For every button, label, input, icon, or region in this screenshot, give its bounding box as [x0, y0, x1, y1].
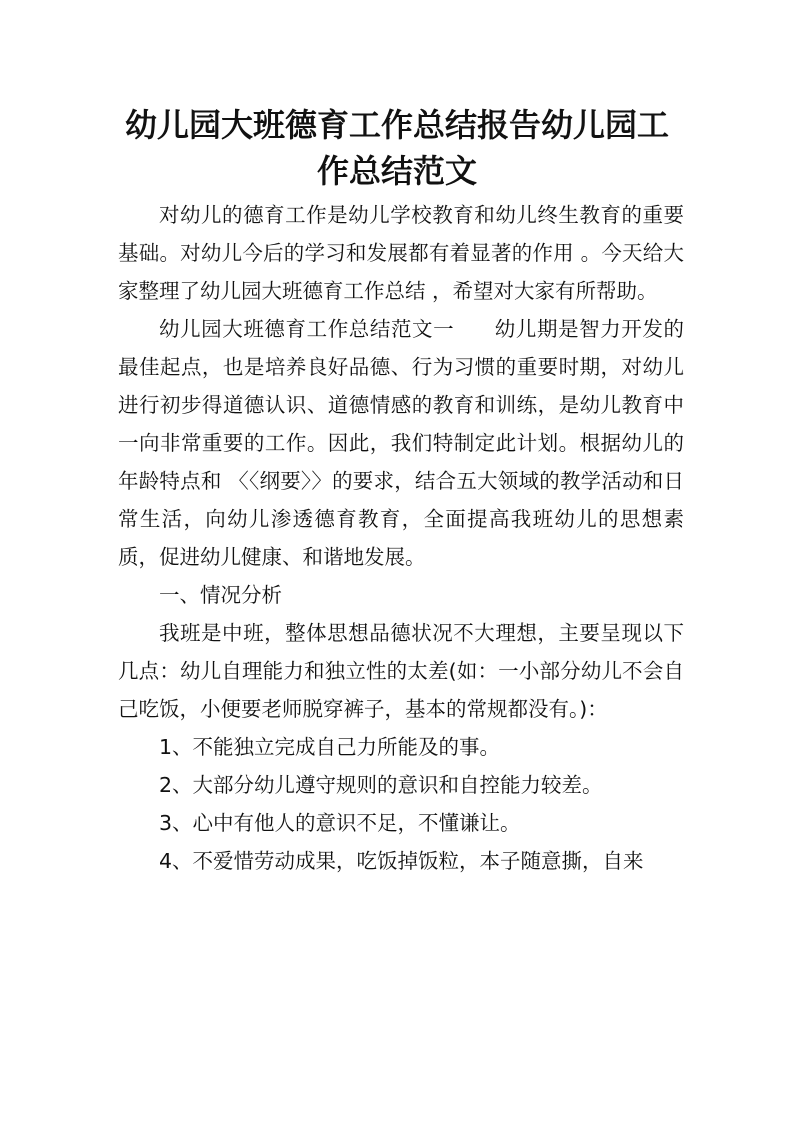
analysis-paragraph: 我班是中班，整体思想品德状况不大理想，主要呈现以下几点：幼儿自理能力和独立性的太差(如：一小部分幼儿不会自己吃饭，小便要老师脱穿裤子，基本的常规都没有。)： — [118, 621, 684, 721]
title-line-2: 作总结范文 — [316, 152, 477, 190]
analysis-heading: 一、情况分析 — [159, 583, 282, 607]
title-line-1: 幼儿园大班德育工作总结报告幼儿园工 — [124, 106, 669, 144]
document-body — [118, 196, 684, 880]
section-paragraph — [118, 310, 684, 576]
list-item: 4、不爱惜劳动成果，吃饭掉饭粒，本子随意撕，自来 — [159, 849, 644, 873]
list-item: 2、大部分幼儿遵守规则的意识和自控能力较差。 — [159, 773, 603, 797]
section-body: 幼儿期是智力开发的最佳起点，也是培养良好品德、行为习惯的重要时期，对幼儿进行初步得道德认识、道德情感的教育和训练，是幼儿教育中一向非常重要的工作。因此，我们特制定此计划。根据幼儿的年龄特点和 〈〈纲要〉〉的要求，结合五大领域的教学活动和日常生活，向幼儿渗透德育教育，全面提高我班幼儿的思想素质，促进幼儿健康、和谐地发展。 — [118, 317, 685, 569]
section-heading: 幼儿园大班德育工作总结范文一 — [159, 317, 455, 341]
list-item: 1、不能独立完成自己力所能及的事。 — [159, 735, 501, 759]
intro-paragraph: 对幼儿的德育工作是幼儿学校教育和幼儿终生教育的重要基础。对幼儿今后的学习和发展都有着显著的作用 。今天给大家整理了幼儿园大班德育工作总结 ，希望对大家有所帮助。 — [118, 203, 684, 303]
list-item: 3、心中有他人的意识不足，不懂谦让。 — [159, 811, 521, 835]
document-title — [100, 102, 694, 194]
